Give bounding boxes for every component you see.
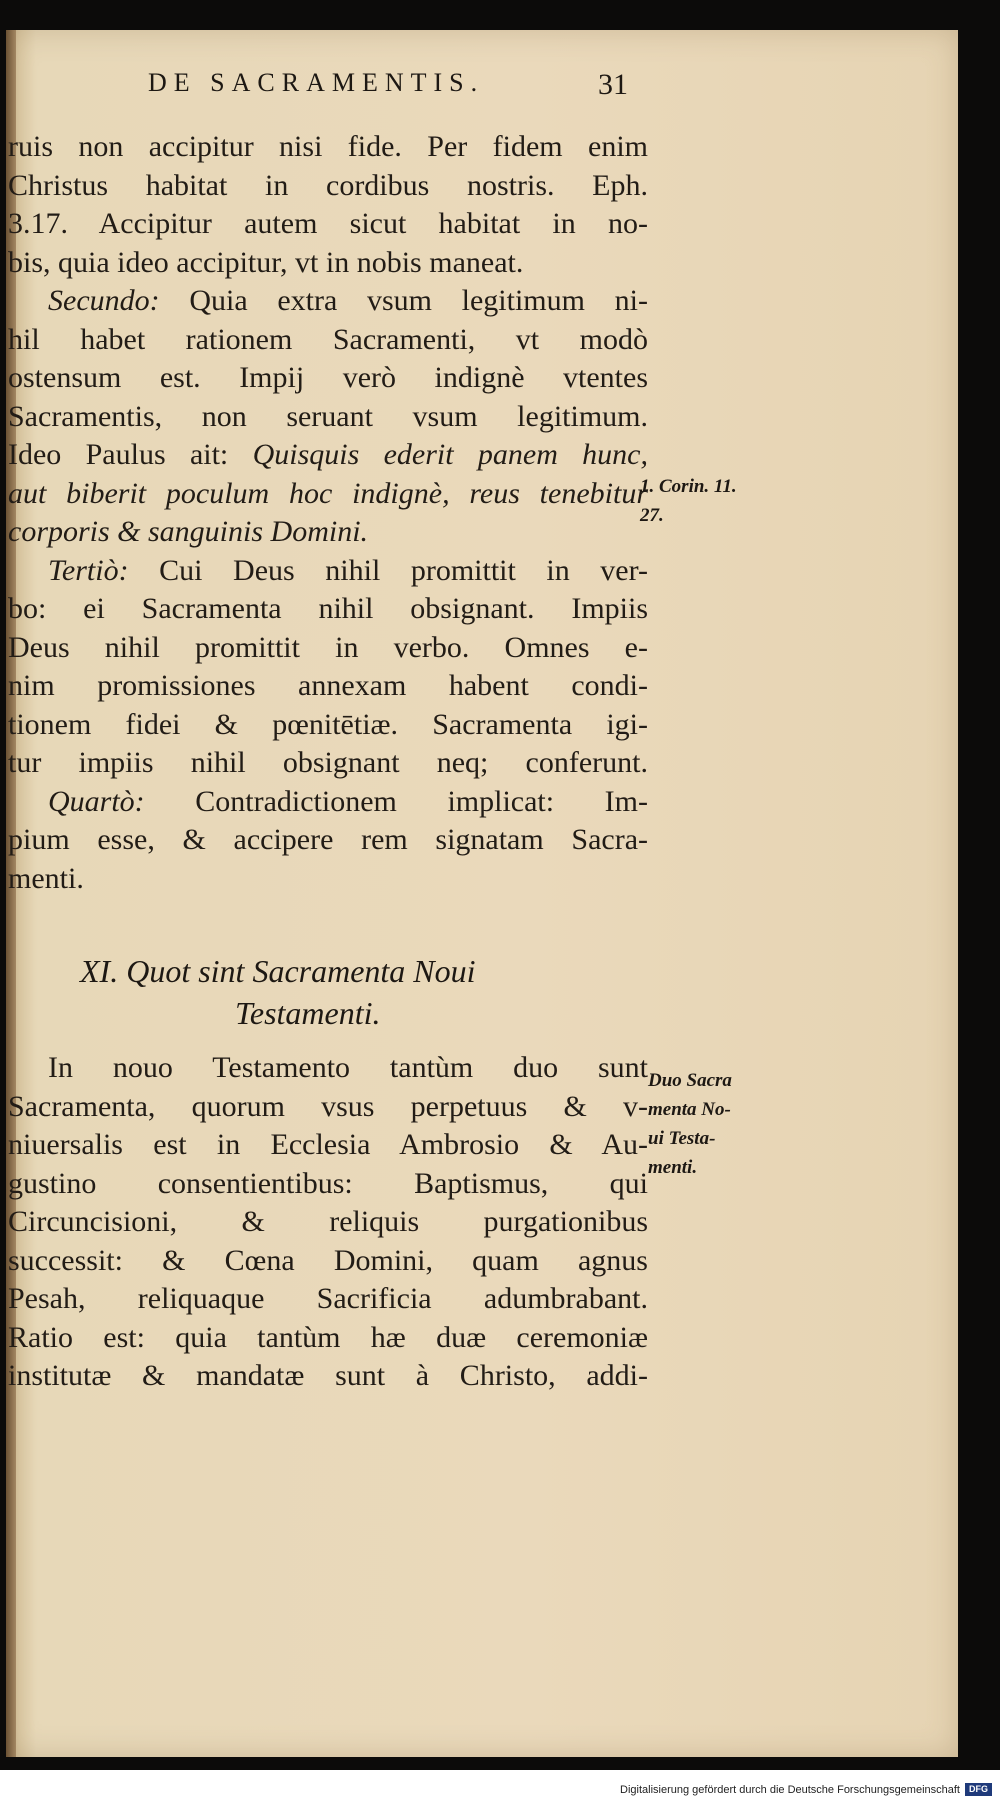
text-line: Deus nihil promittit in verbo. Omnes e-: [8, 630, 648, 664]
text-line: Circuncisioni, & reliquis purgationibus: [8, 1205, 648, 1238]
text-line: [8, 783, 648, 822]
funding-credit: Digitalisierung gefördert durch die Deutsche Forschungsgemeinschaft: [620, 1784, 960, 1796]
margin-note-line: 27.: [640, 505, 664, 526]
text-line: hil habet rationem Sacramenti, vt modò: [8, 322, 648, 356]
text-line: Pesah, reliquaque Sacrificia adumbrabant.: [8, 1282, 648, 1315]
text-run: Ideo Paulus ait:: [8, 438, 253, 471]
text-line: ruis non accipitur nisi fide. Per fidem enim: [8, 130, 648, 163]
text-line: bo: ei Sacramenta nihil obsignant. Impiis: [8, 592, 648, 625]
text-line: tionem fidei & pœnitētiæ. Sacramenta igi-: [8, 707, 648, 741]
margin-note-line: menta No-: [648, 1099, 731, 1120]
text-line: pium esse, & accipere rem signatam Sacra-: [8, 823, 648, 856]
margin-note-reference: [640, 472, 737, 530]
body-text-upper: [8, 128, 648, 898]
dfg-logo: DFG: [965, 1783, 992, 1796]
text-line: ostensum est. Impij verò indignè vtentes: [8, 361, 648, 394]
text-run: Cui Deus nihil promittit in ver-: [128, 553, 648, 587]
section-heading-line: Testamenti.: [235, 995, 381, 1031]
text-line: successit: & Cœna Domini, quam agnus: [8, 1243, 648, 1277]
paragraph-lead: Tertiò:: [48, 553, 129, 587]
margin-note-line: ui Testa-: [648, 1128, 716, 1149]
text-line: niuersalis est in Ecclesia Ambrosio & Au-: [8, 1128, 648, 1161]
section-heading-line: XI. Quot sint Sacramenta Noui: [80, 953, 476, 989]
text-line: institutæ & mandatæ sunt à Christo, addi-: [8, 1359, 648, 1392]
text-line: Christus habitat in cordibus nostris. Eph.: [8, 168, 648, 202]
text-line: gustino consentientibus: Baptismus, qui: [8, 1166, 648, 1200]
margin-note-summary: [648, 1066, 732, 1182]
text-line: 3.17. Accipitur autem sicut habitat in no-: [8, 207, 648, 240]
paragraph-lead: Quartò:: [48, 784, 145, 818]
paragraph-lead: Secundo:: [48, 284, 160, 317]
text-line: In nouo Testamento tantùm duo sunt: [48, 1051, 648, 1084]
text-line: [8, 552, 648, 591]
margin-note-line: Duo Sacra: [648, 1070, 732, 1091]
scripture-quote-line: aut biberit poculum hoc indignè, reus tenebitur: [8, 476, 648, 510]
text-line: nim promissiones annexam habent condi-: [8, 669, 648, 702]
page-number: 31: [598, 68, 628, 101]
text-line: Sacramentis, non seruant vsum legitimum.: [8, 399, 648, 433]
scripture-quote: Quisquis ederit panem hunc,: [252, 438, 648, 471]
text-line: Sacramenta, quorum vsus perpetuus & v-: [8, 1089, 648, 1123]
margin-note-line: menti.: [648, 1157, 698, 1178]
text-line: bis, quia ideo accipitur, vt in nobis maneat.: [8, 245, 524, 279]
running-title: DE SACRAMENTIS.: [148, 68, 485, 97]
text-run: Quia extra vsum legitimum ni-: [159, 284, 648, 317]
text-line: [8, 436, 648, 475]
section-heading: [80, 950, 476, 1034]
text-line: tur impiis nihil obsignant neq; conferunt.: [8, 746, 648, 779]
text-line: menti.: [8, 861, 84, 895]
margin-note-line: 1. Corin. 11.: [640, 476, 737, 497]
body-text-lower: [8, 1049, 648, 1396]
scripture-quote-line: corporis & sanguinis Domini.: [8, 515, 369, 548]
text-run: Contradictionem implicat: Im-: [144, 784, 648, 818]
text-line: Ratio est: quia tantùm hæ duæ ceremoniæ: [8, 1320, 648, 1354]
text-line: [8, 282, 648, 321]
